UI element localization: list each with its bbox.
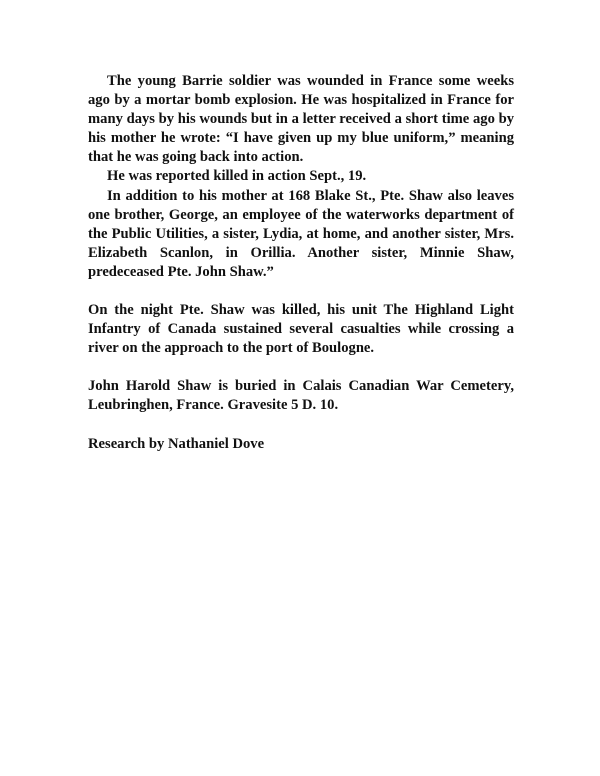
paragraph-casualties: On the night Pte. Shaw was killed, his unit The Highland Light Infantry of Canada sustained several casualties while crossing a river on the approach to the port of Boulogne. <box>88 302 514 357</box>
article-paragraph-family: In addition to his mother at 168 Blake St., Pte. Shaw also leaves one brother, George, an employee of the waterworks department of the Public Utilities, a sister, Lydia, at home, and another sister, Mrs. Elizabeth Scanlon, in Orillia. Another sister, Minnie Shaw, predeceased Pte. John Shaw.” <box>88 187 514 280</box>
document-page <box>88 72 514 454</box>
article-paragraph-wounded: The young Barrie soldier was wounded in France some weeks ago by a mortar bomb explosion. He was hospitalized in France for many days by his wounds but in a letter received a short time ago by his mother he wrote: “I have given up my blue uniform,” meaning that he was going back into action. <box>88 73 514 166</box>
research-credit: Research by Nathaniel Dove <box>88 435 265 452</box>
paragraph-burial: John Harold Shaw is buried in Calais Canadian War Cemetery, Leubringhen, France. Gravesite 5 D. 10. <box>88 378 514 414</box>
article-paragraph-killed: He was reported killed in action Sept., 19. <box>107 168 367 185</box>
